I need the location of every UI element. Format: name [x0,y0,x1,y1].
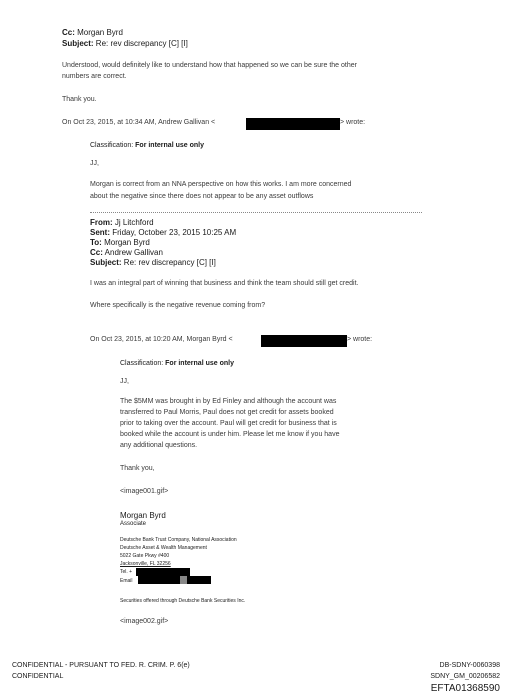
securities-note: Securities offered through Deutsche Bank Securities Inc. [120,598,246,604]
sent-label: Sent: [90,228,110,237]
email1-body-line1: Understood, would definitely like to understand how that happened so we can be sure the other [62,62,357,69]
email2-body-line2: about the negative since there does not appear to be any asset outflows [90,193,314,200]
subject-value: Re: rev discrepancy [C] [I] [95,39,188,48]
bates-number: SDNY_GM_00206582 [430,673,500,680]
classification-line [90,142,204,150]
classification-label: Classification: [90,142,134,149]
email4-body-line: booked while the account is under him. Please let me know if you have [120,431,340,438]
company-line: Jacksonville, FL 32256 [120,561,171,567]
redaction-box [187,576,211,584]
from-line [90,218,154,228]
classification-value-2: For internal use only [165,360,234,367]
confidential-notice: CONFIDENTIAL - PURSUANT TO FED. R. CRIM. P. 6(e) [12,662,190,669]
email-label: Email [120,578,133,584]
cc-label-2: Cc: [90,248,103,257]
redaction-box [180,576,187,584]
email3-wrote-suffix: > wrote: [347,336,373,343]
email2-body-line1: Morgan is correct from an NNA perspective on how this works. I am more concerned [90,181,352,188]
email4-greeting: JJ, [120,378,129,385]
efta-number: EFTA01368590 [430,683,500,694]
signature-title: Associate [120,521,147,527]
to-label: To: [90,238,102,247]
cc-line [62,28,123,38]
classification-line-2 [120,360,234,368]
image-placeholder-2: <image002.gif> [120,618,169,625]
from-label: From: [90,218,113,227]
company-line: 5022 Gate Pkwy #400 [120,553,170,559]
image-placeholder: <image001.gif> [120,488,169,495]
email4-body-line: any additional questions. [120,442,198,449]
from-value: Jj Litchford [114,218,154,227]
tel-label: Tel. + [120,569,133,575]
bates-number: DB-SDNY-0060398 [439,662,500,669]
signature-name: Morgan Byrd [120,511,166,520]
email2-greeting: JJ, [90,160,99,167]
subject-value-2: Re: rev discrepancy [C] [I] [123,258,216,267]
cc-label: Cc: [62,28,75,37]
redaction-box [246,118,340,130]
subject-line-2 [90,258,216,268]
email1-wrote-prefix: On Oct 23, 2015, at 10:34 AM, Andrew Gallivan < [62,119,216,126]
redaction-box [136,568,190,576]
email4-thanks: Thank you, [120,465,155,472]
email4-body-line: transferred to Paul Morris, Paul does not get credit for assets booked [120,409,334,416]
email3-wrote-prefix: On Oct 23, 2015, at 10:20 AM, Morgan Byrd < [90,336,233,343]
to-line [90,238,150,248]
confidential-label: CONFIDENTIAL [12,673,64,680]
company-line: Deutsche Bank Trust Company, National Association [120,537,237,543]
redaction-box [261,335,347,347]
cc-value-2: Andrew Gallivan [104,248,163,257]
email1-thanks: Thank you. [62,96,97,103]
cc-line-2 [90,248,163,258]
to-value: Morgan Byrd [104,238,150,247]
redaction-box [138,576,180,584]
email3-body-line2: Where specifically is the negative revenue coming from? [90,302,266,309]
email1-wrote-suffix: > wrote: [340,119,366,126]
subject-label: Subject: [62,39,94,48]
cc-value: Morgan Byrd [77,28,123,37]
email4-body-line: prior to taking over the account. Paul will get credit for business that is [120,420,337,427]
email3-body-line1: I was an integral part of winning that business and think the team should still get credit. [90,280,359,287]
email4-body-line: The $5MM was brought in by Ed Finley and although the account was [120,398,337,405]
subject-label-2: Subject: [90,258,122,267]
subject-line [62,39,188,49]
divider [90,212,422,213]
sent-line [90,228,236,238]
classification-value: For internal use only [135,142,204,149]
email1-body-line2: numbers are correct. [62,73,127,80]
sent-value: Friday, October 23, 2015 10:25 AM [112,228,237,237]
classification-label-2: Classification: [120,360,164,367]
company-line: Deutsche Asset & Wealth Management [120,545,207,551]
